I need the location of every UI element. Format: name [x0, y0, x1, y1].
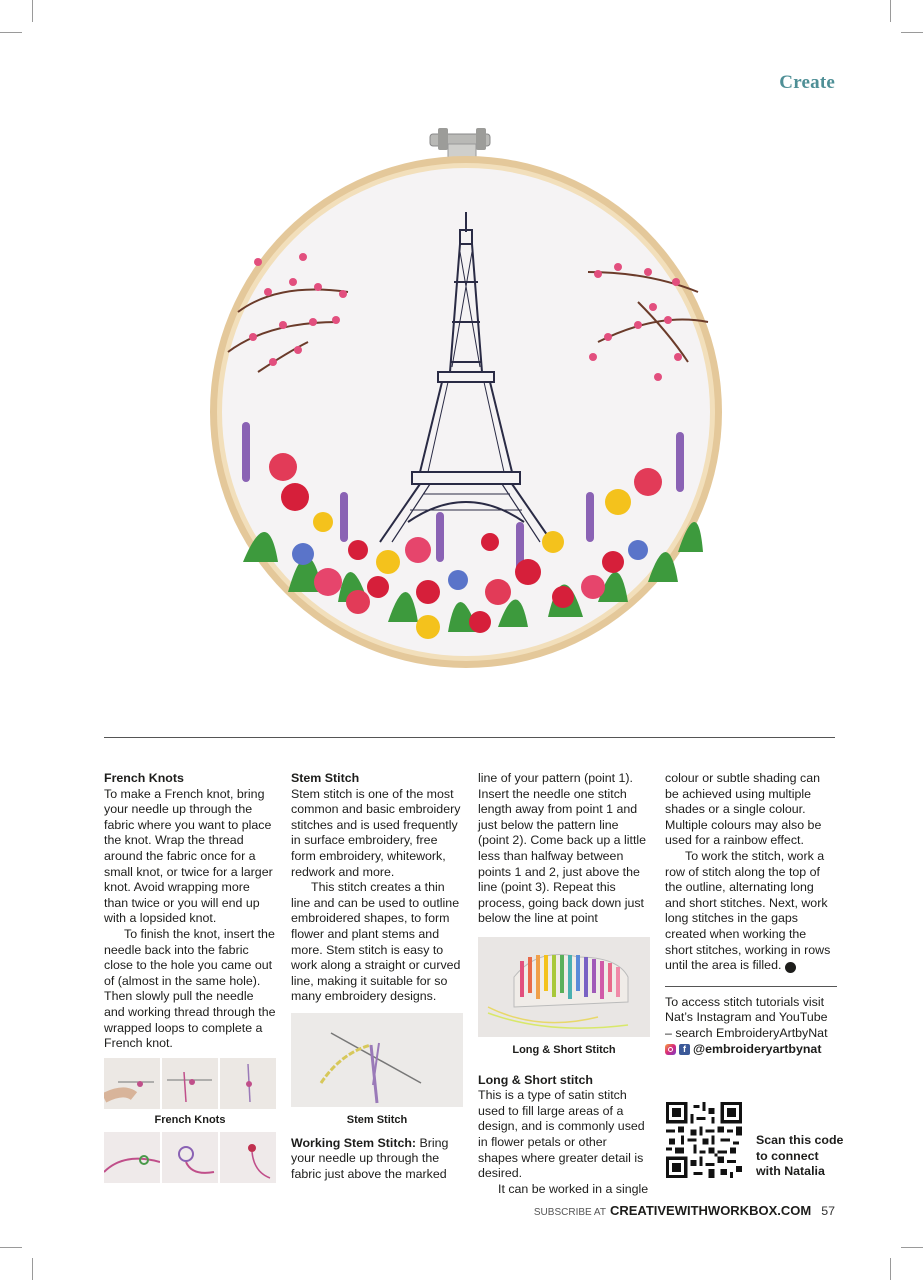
crop-mark [0, 1247, 22, 1248]
paragraph [665, 849, 837, 974]
french-knot-step-photo [104, 1058, 160, 1109]
access-text: To access stitch tutorials visit Nat’s Instagram and YouTube – search EmbroideryArtbyNat [665, 994, 828, 1040]
paragraph: This is a type of satin stitch used to fill large areas of a design, and is commonly used in flower petals or other shapes where greater detail is desired. [478, 1088, 645, 1181]
french-knot-step-photo [162, 1132, 218, 1183]
crop-mark [890, 1258, 891, 1280]
column-french-knots [104, 771, 276, 1183]
footer-subscribe-label: SUBSCRIBE AT [533, 1207, 606, 1218]
heading-long-short-stitch: Long & Short stitch [478, 1072, 593, 1087]
end-mark-icon: ◉ [785, 962, 796, 973]
qr-code-icon[interactable] [666, 1102, 742, 1178]
paragraph: colour or subtle shading can be achieved using multiple shades or a single colour. Multiple colours may also be used for a rainbow effect. [665, 771, 822, 848]
social-handle-row [665, 1042, 837, 1058]
qr-caption: Scan this code to connect with Natalia [756, 1133, 844, 1179]
paragraph-working-stem-stitch [291, 1136, 463, 1183]
crop-mark [901, 32, 923, 33]
caption-long-short-stitch: Long & Short Stitch [512, 1043, 616, 1056]
french-knot-step-photo [162, 1058, 218, 1109]
paragraph: This stitch creates a thin line and can be used to outline embroidered shapes, to form flower and plant stems and more. Stem stitch is easy to work along a straight or curved line, making it suitable for so many embroidery designs. [291, 880, 461, 1004]
crop-mark [890, 0, 891, 22]
paragraph: To finish the knot, insert the needle back into the fabric close to the hole you came out of (almost in the same hole). Then slowly pull the needle and working thread through the wrapped loops to complete a French knot. [104, 926, 276, 1051]
crop-mark [901, 1247, 923, 1248]
paragraph: Stem stitch is one of the most common and basic embroidery stitches and is used frequently in surface embroidery, free form embroidery, whitework, redwork and more. [291, 786, 461, 879]
paragraph: line of your pattern (point 1). Insert the needle one stitch length away from point 1 and just below the pattern line (point 2). Come back up a little less than halfway between points 1 and 2, just above the line (point 3). Repeat this process, going back down just below the line at point [478, 771, 647, 926]
page-number: 57 [821, 1204, 835, 1218]
paragraph: To make a French knot, bring your needle up through the fabric where you want to place the knot. Wrap the thread around the fabric once for a small knot, or twice for a larger knot. Avoid wrapping more than twice or you will end up with a lopsided knot. [104, 786, 273, 926]
section-label: Create [779, 72, 835, 93]
footer-site-link[interactable]: CREATIVEWITHWORKBOX.COM [609, 1203, 812, 1218]
hero-embroidery-image [198, 122, 738, 677]
column-stem-stitch [291, 771, 463, 1182]
section-divider [104, 737, 835, 738]
long-short-stitch-photo [478, 937, 650, 1037]
working-stem-stitch-label: Working Stem Stitch: [291, 1135, 417, 1150]
facebook-icon[interactable]: f [679, 1044, 690, 1055]
stem-stitch-photo [291, 1013, 463, 1107]
caption-stem-stitch: Stem Stitch [346, 1113, 408, 1126]
social-handle[interactable]: @embroideryartbynat [693, 1041, 822, 1056]
crop-mark [32, 0, 33, 22]
working-stem-stitch-text: Bring your needle up through the fabric just above the marked [291, 1135, 449, 1181]
heading-stem-stitch: Stem Stitch [291, 771, 360, 785]
column-long-short-continued [665, 771, 837, 1057]
heading-french-knots: French Knots [104, 771, 184, 785]
french-knots-photos-bottom [104, 1132, 276, 1183]
caption-french-knots: French Knots [154, 1113, 226, 1126]
column-long-short [478, 771, 650, 1197]
french-knots-photos-top [104, 1058, 276, 1109]
paragraph-text: To work the stitch, work a row of stitch along the top of the outline, alternating long and short stitches. Next, work long stitches in the gaps created when working the short stitches, working in rows until the area is filled. [665, 848, 831, 973]
french-knot-step-photo [104, 1132, 160, 1183]
footer [534, 1203, 835, 1218]
instagram-icon[interactable] [665, 1044, 676, 1055]
crop-mark [32, 1258, 33, 1280]
french-knot-step-photo [220, 1058, 276, 1109]
french-knot-step-photo [220, 1132, 276, 1183]
rule [665, 986, 837, 987]
crop-mark [0, 32, 22, 33]
paragraph: It can be worked in a single [498, 1181, 649, 1196]
